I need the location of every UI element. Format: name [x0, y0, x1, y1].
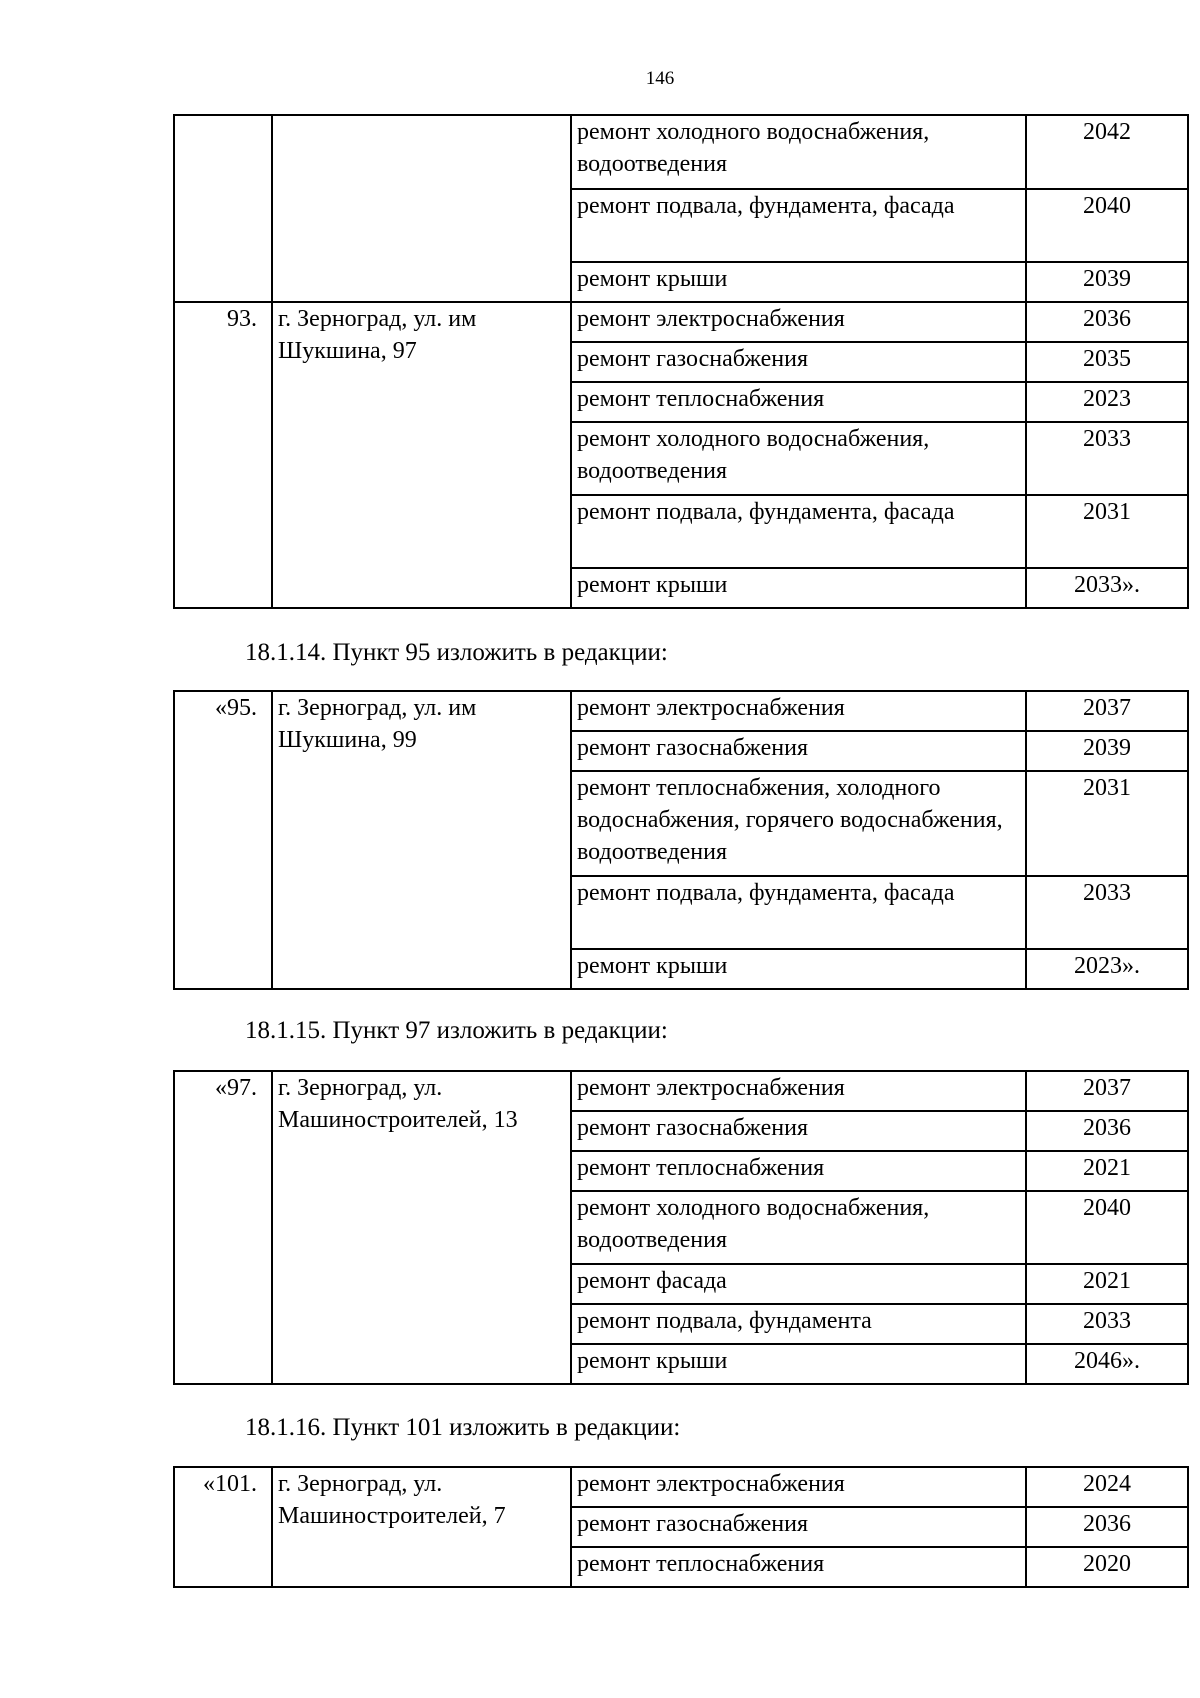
address-cell: г. Зерноград, ул. им Шукшина, 99 [272, 691, 571, 989]
amendment-paragraph: 18.1.16. Пункт 101 изложить в редакции: [245, 1414, 681, 1441]
work-cell: ремонт газоснабжения [571, 1507, 1026, 1547]
works-table-1 [173, 114, 1189, 609]
work-cell: ремонт электроснабжения [571, 302, 1026, 342]
work-cell: ремонт теплоснабжения [571, 1151, 1026, 1191]
row-number-cell [174, 115, 272, 302]
table-row [174, 115, 1188, 189]
work-cell: ремонт электроснабжения [571, 1071, 1026, 1111]
work-cell: ремонт электроснабжения [571, 1467, 1026, 1507]
work-cell: ремонт крыши [571, 568, 1026, 608]
work-cell: ремонт крыши [571, 949, 1026, 989]
year-cell: 2031 [1026, 771, 1188, 876]
works-table-2 [173, 690, 1189, 990]
table-row [174, 691, 1188, 731]
year-cell: 2023». [1026, 949, 1188, 989]
table-row [174, 1071, 1188, 1111]
year-cell: 2036 [1026, 1507, 1188, 1547]
year-cell: 2035 [1026, 342, 1188, 382]
year-cell: 2036 [1026, 1111, 1188, 1151]
year-cell: 2033 [1026, 422, 1188, 495]
year-cell: 2037 [1026, 1071, 1188, 1111]
table-row [174, 1467, 1188, 1507]
work-cell: ремонт холодного водоснабжения, водоотведения [571, 115, 1026, 189]
year-cell: 2020 [1026, 1547, 1188, 1587]
year-cell: 2040 [1026, 189, 1188, 262]
work-cell: ремонт газоснабжения [571, 1111, 1026, 1151]
work-cell: ремонт подвала, фундамента [571, 1304, 1026, 1344]
page-number: 146 [645, 68, 675, 89]
work-cell: ремонт подвала, фундамента, фасада [571, 189, 1026, 262]
year-cell: 2023 [1026, 382, 1188, 422]
address-cell: г. Зерноград, ул. Машиностроителей, 13 [272, 1071, 571, 1384]
year-cell: 2037 [1026, 691, 1188, 731]
year-cell: 2033 [1026, 1304, 1188, 1344]
row-number-cell: «101. [174, 1467, 272, 1587]
work-cell: ремонт газоснабжения [571, 731, 1026, 771]
year-cell: 2040 [1026, 1191, 1188, 1264]
amendment-paragraph: 18.1.15. Пункт 97 изложить в редакции: [245, 1017, 668, 1044]
work-cell: ремонт холодного водоснабжения, водоотведения [571, 1191, 1026, 1264]
address-cell: г. Зерноград, ул. им Шукшина, 97 [272, 302, 571, 608]
year-cell: 2024 [1026, 1467, 1188, 1507]
work-cell: ремонт теплоснабжения [571, 382, 1026, 422]
works-table-4 [173, 1466, 1189, 1588]
year-cell: 2031 [1026, 495, 1188, 568]
year-cell: 2042 [1026, 115, 1188, 189]
work-cell: ремонт электроснабжения [571, 691, 1026, 731]
work-cell: ремонт холодного водоснабжения, водоотведения [571, 422, 1026, 495]
work-cell: ремонт газоснабжения [571, 342, 1026, 382]
year-cell: 2039 [1026, 731, 1188, 771]
table-row [174, 302, 1188, 342]
work-cell: ремонт крыши [571, 1344, 1026, 1384]
row-number-cell: 93. [174, 302, 272, 608]
work-cell: ремонт подвала, фундамента, фасада [571, 876, 1026, 949]
work-cell: ремонт теплоснабжения [571, 1547, 1026, 1587]
work-cell: ремонт подвала, фундамента, фасада [571, 495, 1026, 568]
year-cell: 2021 [1026, 1151, 1188, 1191]
address-cell: г. Зерноград, ул. Машиностроителей, 7 [272, 1467, 571, 1587]
year-cell: 2033 [1026, 876, 1188, 949]
row-number-cell: «97. [174, 1071, 272, 1384]
work-cell: ремонт крыши [571, 262, 1026, 302]
work-cell: ремонт фасада [571, 1264, 1026, 1304]
year-cell: 2033». [1026, 568, 1188, 608]
year-cell: 2039 [1026, 262, 1188, 302]
works-table-3 [173, 1070, 1189, 1385]
year-cell: 2046». [1026, 1344, 1188, 1384]
work-cell: ремонт теплоснабжения, холодного водоснабжения, горячего водоснабжения, водоотведения [571, 771, 1026, 876]
amendment-paragraph: 18.1.14. Пункт 95 изложить в редакции: [245, 639, 668, 666]
year-cell: 2021 [1026, 1264, 1188, 1304]
year-cell: 2036 [1026, 302, 1188, 342]
address-cell [272, 115, 571, 302]
row-number-cell: «95. [174, 691, 272, 989]
